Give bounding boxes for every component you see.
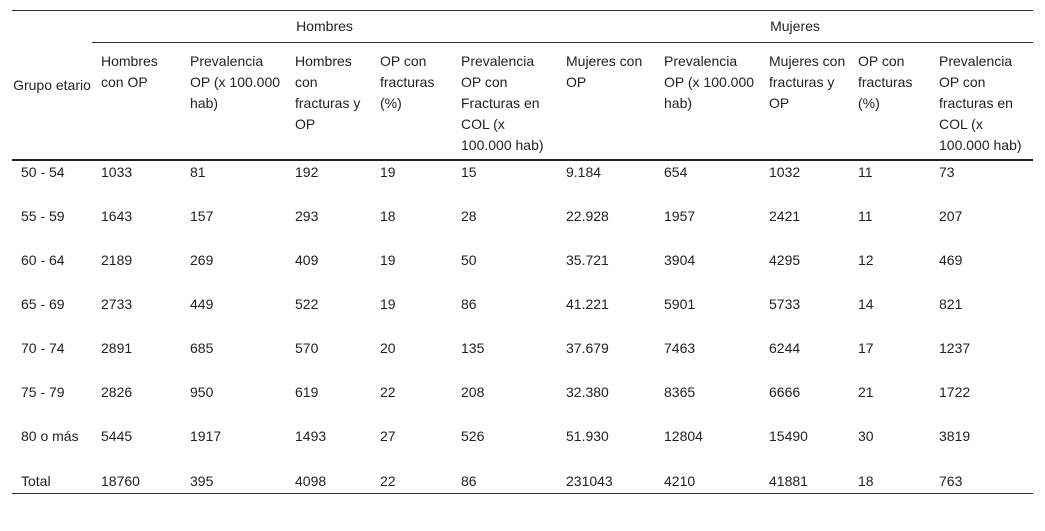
table-cell: 86 xyxy=(461,296,477,312)
table-cell: 32.380 xyxy=(566,384,609,400)
column-header: Mujeres con OP xyxy=(557,43,655,161)
table-header xyxy=(12,11,1033,160)
table-cell: 15 xyxy=(461,164,477,180)
table-cell: 12804 xyxy=(664,428,703,444)
table-cell: 208 xyxy=(461,384,485,400)
table-cell: 570 xyxy=(295,340,319,356)
table-cell: 86 xyxy=(452,469,557,494)
column-header: OP con fracturas (%) xyxy=(849,43,930,161)
table-cell: 1917 xyxy=(190,428,222,444)
table-row xyxy=(12,249,1033,293)
table-cell: 3904 xyxy=(664,252,696,268)
column-header: Prevalencia OP con Fracturas en COL (x 100.000 hab) xyxy=(452,43,557,161)
table-cell: 35.721 xyxy=(566,252,609,268)
table-row xyxy=(12,205,1033,249)
table-cell: 763 xyxy=(930,469,1033,494)
table-cell: 4295 xyxy=(769,252,801,268)
table-cell: 37.679 xyxy=(566,340,609,356)
column-header: Prevalencia OP (x 100.000 hab) xyxy=(181,43,286,161)
table-cell: 21 xyxy=(858,384,874,400)
table-cell: 12 xyxy=(858,252,874,268)
column-header: Mujeres con fracturas y OP xyxy=(760,43,849,161)
table-cell: 395 xyxy=(181,469,286,494)
table-cell: 1032 xyxy=(769,164,801,180)
table-cell: 5733 xyxy=(769,296,801,312)
table-cell: 449 xyxy=(190,296,214,312)
column-header: Hombres con fracturas y OP xyxy=(286,43,371,161)
table-cell: 654 xyxy=(664,164,688,180)
table-cell: 18760 xyxy=(92,469,181,494)
table-cell: 4098 xyxy=(286,469,371,494)
group-header-hombres: Hombres xyxy=(92,11,557,43)
row-label-cell: Total xyxy=(12,469,92,494)
row-label-cell: 60 - 64 xyxy=(21,252,65,268)
group-header-mujeres: Mujeres xyxy=(557,11,1033,43)
table-cell: 9.184 xyxy=(566,164,602,180)
table-cell: 41.221 xyxy=(566,296,609,312)
table-cell: 22.928 xyxy=(566,208,609,224)
table-row xyxy=(12,293,1033,337)
column-header: Hombres con OP xyxy=(92,43,181,161)
table-cell: 1722 xyxy=(939,384,971,400)
table-cell: 51.930 xyxy=(566,428,609,444)
table-row xyxy=(12,337,1033,381)
table-body xyxy=(12,160,1033,494)
column-header: OP con fracturas (%) xyxy=(371,43,452,161)
table-cell: 522 xyxy=(295,296,319,312)
row-label-cell: 65 - 69 xyxy=(21,296,65,312)
table-cell: 11 xyxy=(858,208,873,224)
table-cell: 207 xyxy=(939,208,963,224)
table-cell: 6244 xyxy=(769,340,801,356)
table-row xyxy=(12,469,1033,494)
table-cell: 469 xyxy=(939,252,963,268)
table-cell: 11 xyxy=(858,164,873,180)
table-cell: 192 xyxy=(295,164,319,180)
prevalence-table xyxy=(12,11,1033,494)
table-cell: 1033 xyxy=(101,164,133,180)
column-header-row xyxy=(12,43,1033,161)
row-label-cell: 55 - 59 xyxy=(21,208,65,224)
table-cell: 7463 xyxy=(664,340,696,356)
column-header: Prevalencia OP (x 100.000 hab) xyxy=(655,43,760,161)
table-cell: 6666 xyxy=(769,384,801,400)
table-cell: 157 xyxy=(190,208,214,224)
table-cell: 19 xyxy=(380,296,396,312)
table-cell: 2189 xyxy=(101,252,133,268)
table-cell: 18 xyxy=(849,469,930,494)
table-cell: 17 xyxy=(858,340,874,356)
row-label-cell: 80 o más xyxy=(21,428,79,444)
table-cell: 22 xyxy=(371,469,452,494)
table-cell: 5901 xyxy=(664,296,696,312)
table-cell: 8365 xyxy=(664,384,696,400)
row-label-cell: 50 - 54 xyxy=(21,164,65,180)
table-cell: 19 xyxy=(380,252,396,268)
table-cell: 409 xyxy=(295,252,319,268)
row-label-cell: 75 - 79 xyxy=(21,384,65,400)
table-cell: 1643 xyxy=(101,208,133,224)
table-cell: 18 xyxy=(380,208,396,224)
table-cell: 2421 xyxy=(769,208,801,224)
row-header-cell: Grupo etario xyxy=(12,11,92,160)
table-cell: 135 xyxy=(461,340,485,356)
table-cell: 73 xyxy=(939,164,955,180)
table-cell: 50 xyxy=(461,252,477,268)
table-cell: 20 xyxy=(380,340,396,356)
table-cell: 619 xyxy=(295,384,319,400)
row-label-cell: 70 - 74 xyxy=(21,340,65,356)
table-cell: 4210 xyxy=(655,469,760,494)
table-cell: 2733 xyxy=(101,296,133,312)
table-cell: 1237 xyxy=(939,340,971,356)
table-cell: 526 xyxy=(461,428,485,444)
table-row xyxy=(12,160,1033,205)
table-cell: 821 xyxy=(939,296,963,312)
table-cell: 293 xyxy=(295,208,319,224)
table-row xyxy=(12,425,1033,469)
table-row xyxy=(12,381,1033,425)
table-cell: 1493 xyxy=(295,428,327,444)
table-cell: 685 xyxy=(190,340,214,356)
table-cell: 2891 xyxy=(101,340,133,356)
table-cell: 14 xyxy=(858,296,874,312)
table-cell: 22 xyxy=(380,384,396,400)
table-cell: 950 xyxy=(190,384,214,400)
table-cell: 3819 xyxy=(939,428,971,444)
table-cell: 41881 xyxy=(760,469,849,494)
table-cell: 28 xyxy=(461,208,477,224)
table-cell: 5445 xyxy=(101,428,133,444)
table-cell: 269 xyxy=(190,252,214,268)
table-cell: 27 xyxy=(380,428,396,444)
table-cell: 231043 xyxy=(557,469,655,494)
table-cell: 2826 xyxy=(101,384,133,400)
table-cell: 15490 xyxy=(769,428,808,444)
column-header: Prevalencia OP con fracturas en COL (x 100.000 hab) xyxy=(930,43,1033,161)
table-cell: 1957 xyxy=(664,208,696,224)
table-cell: 30 xyxy=(858,428,874,444)
table-cell: 19 xyxy=(380,164,396,180)
group-header-row xyxy=(12,11,1033,43)
table-cell: 81 xyxy=(190,164,206,180)
